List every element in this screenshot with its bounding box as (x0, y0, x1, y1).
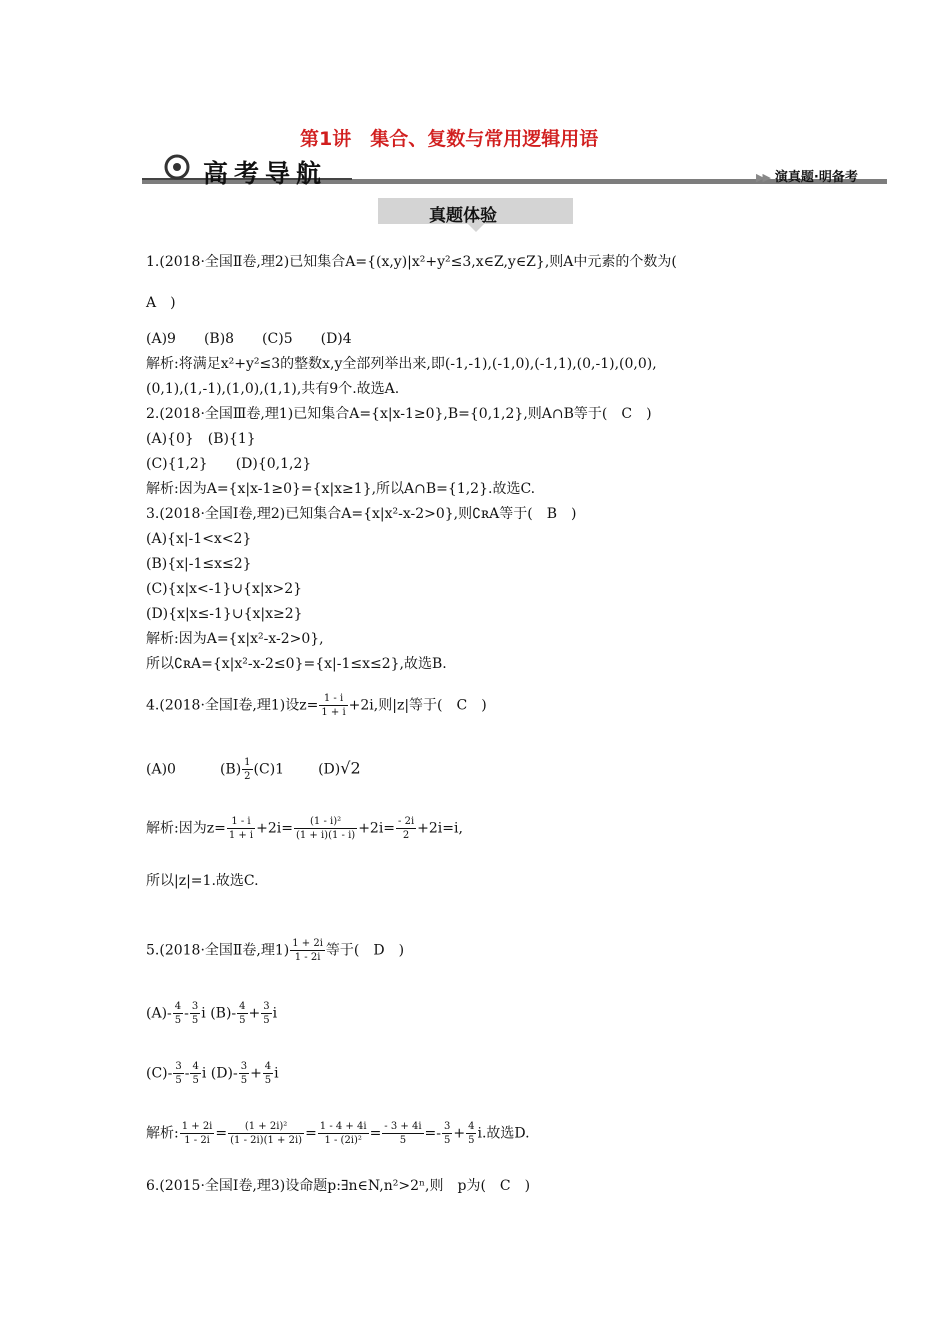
q1-solution-line1: 解析:将满足x²+y²≤3的整数x,y全部列举出来,即(-1,-1),(-1,0),(-1,1),(0,-1),(0,0), (146, 356, 657, 372)
q3-option-c: (C){x|x<-1}∪{x|x>2} (146, 581, 303, 597)
fraction-numerator: 1 (244, 757, 251, 768)
fraction-denominator: 1 - 2i (184, 1135, 210, 1146)
q4-solution-end: +2i=i, (417, 820, 463, 837)
fraction-numerator: 4 (264, 1061, 272, 1072)
double-arrow-icon: ▶▶ (756, 171, 769, 184)
fraction-denominator: 1 - (2i)² (324, 1135, 362, 1146)
sign: - (231, 1005, 237, 1022)
q5-options-cd (146, 1060, 279, 1087)
q4-solution (146, 815, 463, 842)
q4-options (146, 756, 361, 783)
equals-sign: = (215, 1125, 228, 1142)
equals-sign: = (305, 1125, 317, 1142)
fraction-denominator: 1 + i (321, 707, 346, 718)
q5-stem-suffix: 等于( D ) (325, 942, 405, 959)
fraction-denominator: 5 (468, 1135, 475, 1146)
fraction-numerator: 1 - i (319, 692, 347, 706)
q4-half-fraction (242, 756, 252, 783)
q4-sol-fraction-3 (396, 815, 416, 842)
fraction-numerator: 4 (239, 1001, 246, 1012)
fraction-denominator: 5 (175, 1075, 182, 1086)
q5-sol-fraction-4 (382, 1120, 423, 1147)
fraction-denominator: 5 (264, 1075, 272, 1086)
sign: - (184, 1065, 190, 1082)
q3-solution-line2: 所以∁ʀA={x|x²-x-2≤0}={x|-1≤x≤2},故选B. (146, 656, 447, 672)
q5-d-fraction-1 (239, 1060, 249, 1087)
fraction-numerator: (1 + 2i)² (228, 1120, 304, 1134)
q4-option-a: (A)0 (146, 761, 176, 778)
sign: - (167, 1065, 173, 1082)
fraction-denominator: 5 (443, 1135, 451, 1146)
fraction-numerator: 1 - 4 + 4i (319, 1121, 367, 1132)
fraction-denominator: 1 - 2i (294, 952, 321, 963)
fraction-denominator: 2 (402, 830, 410, 841)
q4-stem-prefix: 4.(2018·全国Ⅰ卷,理1)设z= (146, 697, 319, 714)
fraction-numerator: 3 (443, 1121, 451, 1132)
q2-solution: 解析:因为A={x|x-1≥0}={x|x≥1},所以A∩B={1,2}.故选C. (146, 481, 536, 497)
q1-answer: A ) (146, 295, 176, 311)
q5-sol-fraction-2 (228, 1120, 304, 1147)
fraction-denominator: 5 (192, 1075, 199, 1086)
q5-stem (146, 937, 404, 964)
fraction-numerator: - 3 + 4i (384, 1121, 422, 1132)
q5-stem-prefix: 5.(2018·全国Ⅱ卷,理1) (146, 942, 290, 959)
q1-solution-line2: (0,1),(1,-1),(1,0),(1,1),共有9个.故选A. (146, 381, 400, 397)
fraction-numerator: 1 + 2i (181, 1121, 213, 1132)
q5-solution (146, 1120, 530, 1147)
fraction-numerator: 3 (240, 1061, 248, 1072)
q5-options-ab (146, 1000, 277, 1027)
q3-option-d: (D){x|x≤-1}∪{x|x≥2} (146, 606, 303, 622)
sign: + (248, 1005, 261, 1022)
fraction-numerator: 4 (192, 1061, 199, 1072)
imaginary-unit: i (274, 1065, 279, 1082)
fraction-numerator: 3 (263, 1001, 270, 1012)
q2-stem: 2.(2018·全国Ⅲ卷,理1)已知集合A={x|x-1≥0},B={0,1,2},则A∩B等于( C ) (146, 406, 652, 422)
q5-solution-prefix: 解析: (146, 1125, 179, 1142)
imaginary-unit: i (272, 1005, 278, 1022)
q2-options-cd: (C){1,2} (D){0,1,2} (146, 456, 312, 472)
q4-stem (146, 692, 487, 719)
q5-option-d-label: (D) (210, 1065, 233, 1082)
q5-sol-fraction-3 (318, 1120, 369, 1147)
q3-option-b: (B){x|-1≤x≤2} (146, 556, 252, 572)
q5-solution-end: i.故选D. (477, 1125, 530, 1142)
fraction-numerator: 3 (175, 1061, 182, 1072)
banner-tagline-text: 演真题·明备考 (774, 170, 858, 185)
page-title: 第1讲 集合、复数与常用逻辑用语 (300, 128, 599, 150)
imaginary-unit: i (201, 1065, 207, 1082)
q5-sol-fraction-6 (466, 1120, 476, 1147)
q5-c-fraction-2 (190, 1060, 200, 1087)
q4-fraction (319, 692, 347, 719)
q1-options: (A)9 (B)8 (C)5 (D)4 (146, 331, 352, 347)
fraction-numerator: 4 (468, 1121, 475, 1132)
q3-option-a: (A){x|-1<x<2} (146, 531, 252, 547)
q5-option-c-label: (C) (146, 1065, 168, 1082)
fraction-denominator: (1 - 2i)(1 + 2i) (230, 1135, 303, 1146)
fraction-numerator: 4 (174, 1001, 182, 1012)
q4-solution-line2: 所以|z|=1.故选C. (146, 873, 259, 889)
q5-b-fraction-2 (261, 1000, 271, 1027)
fraction-denominator: 5 (399, 1135, 407, 1146)
q5-a-fraction-2 (190, 1000, 200, 1027)
q6-stem: 6.(2015·全国Ⅰ卷,理3)设命题p:∃n∈N,n²>2ⁿ,则 p为( C ) (146, 1178, 531, 1194)
q5-option-a-label: (A) (146, 1005, 168, 1022)
q5-fraction (290, 937, 325, 964)
q4-solution-text: +2i= (358, 820, 396, 837)
q4-sqrt-two: √2 (340, 758, 361, 778)
sign: + (250, 1065, 262, 1082)
sign: - (167, 1005, 172, 1022)
q1-stem: 1.(2018·全国Ⅱ卷,理2)已知集合A={(x,y)|x²+y²≤3,x∈Z,y∈Z},则A中元素的个数为( (146, 254, 677, 270)
sign: - (232, 1065, 238, 1082)
fraction-numerator: 3 (191, 1001, 199, 1012)
banner-heading: 高考导航 (203, 159, 328, 188)
q5-c-fraction-1 (173, 1060, 183, 1087)
q4-option-b-label: (B) (219, 761, 242, 778)
q2-options-ab: (A){0} (B){1} (146, 431, 256, 447)
sign: - (184, 1005, 189, 1022)
sign: + (453, 1125, 466, 1142)
q5-option-b-label: (B) (210, 1005, 232, 1022)
q5-a-fraction-1 (173, 1000, 183, 1027)
q5-b-fraction-1 (237, 1000, 247, 1027)
fraction-denominator: 5 (174, 1015, 182, 1026)
q4-sol-fraction-1 (227, 815, 255, 842)
q5-sol-fraction-5 (442, 1120, 452, 1147)
q3-solution-line1: 解析:因为A={x|x²-x-2>0}, (146, 631, 324, 647)
q5-d-fraction-2 (263, 1060, 273, 1087)
imaginary-unit: i (201, 1005, 206, 1022)
q4-solution-prefix: 解析:因为z= (146, 820, 226, 837)
fraction-numerator: - 2i (398, 816, 415, 827)
fraction-denominator: (1 + i)(1 - i) (295, 830, 356, 841)
fraction-denominator: 2 (244, 771, 251, 782)
fraction-denominator: 5 (239, 1015, 246, 1026)
fraction-denominator: 5 (240, 1075, 248, 1086)
banner-tagline (756, 166, 858, 185)
q4-solution-text: +2i= (256, 820, 293, 837)
fraction-numerator: (1 - i)² (294, 815, 357, 829)
fraction-denominator: 5 (263, 1015, 270, 1026)
q5-sol-fraction-1 (180, 1120, 215, 1147)
fraction-numerator: 1 - i (227, 815, 255, 829)
fraction-numerator: 1 + 2i (292, 938, 323, 949)
q3-stem: 3.(2018·全国Ⅰ卷,理2)已知集合A={x|x²-x-2>0},则∁ʀA等于( B ) (146, 506, 577, 522)
fraction-denominator: 1 + i (228, 830, 254, 841)
section-heading: 真题体验 (429, 206, 497, 226)
q4-sol-fraction-2 (294, 815, 357, 842)
fraction-denominator: 5 (191, 1015, 199, 1026)
equals-sign: = (369, 1125, 382, 1142)
q4-option-c: (C)1 (253, 761, 285, 778)
q4-option-d-label: (D) (318, 761, 341, 778)
q4-stem-suffix: +2i,则|z|等于( C ) (348, 697, 487, 714)
equals-sign: =- (424, 1125, 441, 1142)
